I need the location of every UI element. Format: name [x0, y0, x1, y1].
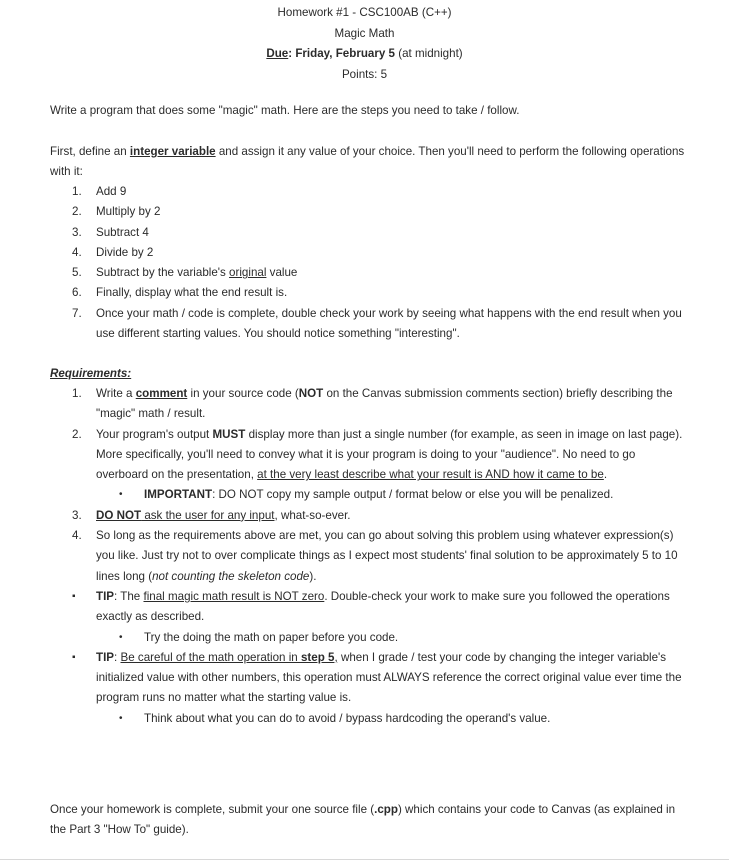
list-item: [50, 223, 690, 243]
square-bullet-icon: ▪: [72, 651, 76, 663]
sub-text: Think about what you can do to avoid / bypass hardcoding the operand's value.: [144, 711, 551, 725]
homework-title: Homework #1 - CSC100AB (C++): [277, 6, 452, 19]
not-zero-term: final magic math result is NOT zero: [143, 589, 325, 603]
due-label: Due: [266, 47, 289, 60]
list-item: [50, 425, 690, 486]
req-number: 4.: [72, 529, 82, 543]
due-date: : Friday, February 5: [288, 47, 395, 60]
step-number: 5.: [72, 266, 82, 280]
list-item: [50, 283, 690, 303]
step-text: Subtract 4: [96, 225, 149, 239]
closing-text: ) which contains your code to Canvas (as explained in the Part 3 "How To" guide).: [50, 803, 676, 837]
req-number: 2.: [72, 427, 82, 441]
skeleton-code-note: not counting the skeleton code: [152, 569, 310, 583]
tip-text: when I grade / test your code by changing the integer variable's initialized value with other numbers, this operation must ALWAYS reference the correct original value ever time the program runs no matter what the starting value is.: [96, 650, 682, 705]
list-item: [50, 263, 690, 283]
step-number: 4.: [72, 245, 82, 259]
ask-input-term: ask the user for any input: [141, 508, 275, 522]
closing-text: Once your homework is complete, submit your one source file (: [50, 803, 375, 816]
req-text: .: [603, 468, 608, 482]
step-text: Once your math / code is complete, double check your work by seeing what happens with the end result when you use different starting values. You should notice something "interesting".: [96, 306, 682, 341]
req-text: Write a: [96, 387, 136, 400]
first-para-post: and assign it any value of your choice. Then you'll need to perform the following operations with it:: [50, 145, 685, 179]
sub-text: : DO NOT copy my sample output / format below or else you will be penalized.: [212, 488, 614, 502]
square-bullet-icon: ▪: [72, 590, 76, 602]
list-item: [50, 485, 690, 505]
intro-paragraph: Write a program that does some "magic" math. Here are the steps you need to take / follow.: [50, 104, 520, 117]
homework-subtitle: Magic Math: [334, 26, 395, 40]
first-paragraph: [50, 142, 690, 183]
step-number: 2.: [72, 205, 82, 219]
cpp-extension: .cpp: [374, 803, 398, 816]
req-text: in your source code (: [187, 387, 299, 400]
tip-label: TIP: [96, 589, 115, 603]
due-line: [0, 44, 729, 65]
list-item: [50, 648, 690, 709]
step5-warning-term: Be careful of the math operation in: [120, 650, 301, 664]
tip-text: : The: [114, 589, 144, 603]
not-term: NOT: [298, 387, 324, 400]
req-number: 1.: [72, 387, 82, 400]
bullet-icon: •: [119, 631, 123, 643]
step5-term: step 5: [300, 650, 335, 664]
first-para-pre: First, define an: [50, 145, 130, 158]
list-item: [50, 384, 690, 425]
original-term: original: [229, 266, 267, 280]
list-item: [50, 243, 690, 263]
step-text-end: value: [266, 266, 298, 280]
list-item: [50, 506, 690, 526]
req-text: Your program's output: [96, 427, 213, 441]
list-item: [50, 709, 690, 729]
step-text: Add 9: [96, 185, 127, 198]
step-text: Divide by 2: [96, 245, 154, 259]
req-text: So long as the requirements above are met, you can go about solving this problem using whatever expression(s) you like. Just try not to over complicate things as I expect most students' final solution to be approximately 5 to 10 lines long (: [96, 529, 678, 583]
list-item: [50, 628, 690, 648]
sub-text: Try the doing the math on paper before you code.: [144, 630, 399, 644]
list-item: [50, 182, 690, 202]
list-item: [50, 304, 690, 345]
closing-paragraph: [50, 800, 690, 841]
tip-text: . Double-check your work to make sure you followed the operations exactly as described.: [96, 589, 670, 624]
req-number: 3.: [72, 508, 82, 522]
step5-comma: ,: [334, 650, 338, 664]
step-text: Finally, display what the end result is.: [96, 286, 288, 300]
step-number: 1.: [72, 185, 82, 198]
step-text: Subtract by the variable's: [96, 266, 230, 280]
points-line: Points: 5: [341, 67, 388, 81]
step-number: 3.: [72, 225, 82, 239]
step-text: Multiply by 2: [96, 205, 161, 219]
do-not-term: DO NOT: [96, 508, 142, 522]
important-term: IMPORTANT: [144, 488, 213, 502]
step-number: 6.: [72, 286, 82, 300]
describe-result-term: at the very least describe what your result is AND how it came to be: [257, 468, 604, 482]
steps-list: [50, 182, 690, 344]
req-text: , what-so-ever.: [274, 508, 351, 522]
page-divider: [0, 859, 729, 860]
comment-term: comment: [135, 387, 188, 400]
req-text: ).: [309, 569, 317, 583]
must-term: MUST: [212, 427, 246, 441]
bullet-icon: •: [119, 489, 123, 501]
req-text: on the Canvas submission comments section) briefly describing the "magic" math / result.: [96, 387, 673, 421]
list-item: [50, 587, 690, 628]
list-item: [50, 526, 690, 587]
list-item: [50, 202, 690, 222]
tip-label: TIP: [96, 650, 115, 664]
bullet-icon: •: [119, 712, 123, 724]
requirements-list: [50, 384, 690, 729]
integer-variable-term: integer variable: [129, 145, 216, 158]
document-header: [0, 3, 729, 85]
req-text: display more than just a single number (for example, as seen in image on last page). More specifically, you'll need to convey what it is your program is doing to your "audience". No need to go overboard on the presentation,: [96, 427, 683, 482]
requirements-heading: Requirements:: [50, 367, 132, 380]
due-note: (at midnight): [395, 47, 463, 60]
step-number: 7.: [72, 306, 82, 320]
tip-text: :: [114, 650, 121, 664]
